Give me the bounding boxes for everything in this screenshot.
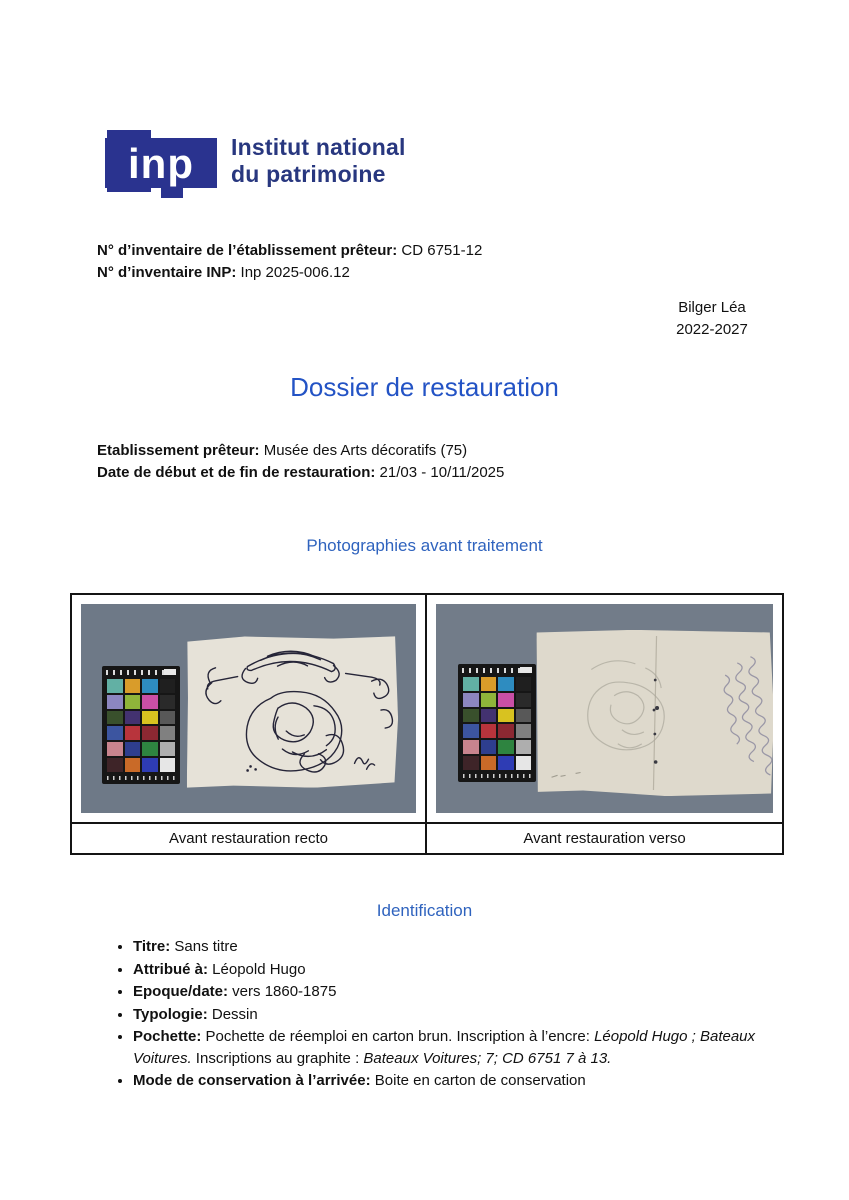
checker-swatch bbox=[498, 677, 514, 691]
loan-dates-value: 21/03 - 10/11/2025 bbox=[375, 464, 505, 481]
inventory-lender-line bbox=[97, 240, 482, 262]
inventory-numbers bbox=[97, 240, 482, 284]
item-value-italic: Bateaux Voitures; 7; CD 6751 7 à 13. bbox=[363, 1049, 612, 1067]
page-title: Dossier de restauration bbox=[290, 372, 559, 402]
item-label: Typologie: bbox=[133, 1005, 208, 1023]
photo-verso bbox=[436, 604, 773, 813]
loan-institution-label: Etablissement prêteur: bbox=[97, 442, 260, 459]
photo-cell-recto bbox=[72, 595, 427, 822]
logo-name-line1: Institut national bbox=[231, 134, 406, 160]
checker-swatch bbox=[516, 693, 532, 707]
artwork-paper-verso bbox=[535, 629, 773, 797]
checker-swatch bbox=[498, 740, 514, 754]
checker-swatch bbox=[160, 758, 176, 772]
section-heading-identification: Identification bbox=[376, 901, 473, 920]
checker-swatch bbox=[125, 726, 141, 740]
inventory-inp-line bbox=[97, 262, 482, 284]
list-item-attribue bbox=[133, 959, 765, 981]
checker-swatch bbox=[107, 711, 123, 725]
item-value: Inscriptions au graphite : bbox=[191, 1049, 364, 1067]
checker-swatch bbox=[463, 724, 479, 738]
inp-logo bbox=[105, 130, 535, 200]
restorer-years: 2022-2027 bbox=[676, 321, 748, 338]
checker-white-patch bbox=[520, 667, 532, 673]
item-label: Attribué à: bbox=[133, 960, 208, 978]
checker-swatch bbox=[107, 679, 123, 693]
logo-institution-name bbox=[231, 134, 406, 188]
checker-swatch bbox=[160, 711, 176, 725]
list-item-conservation bbox=[133, 1070, 765, 1092]
checker-swatch bbox=[142, 742, 158, 756]
checker-swatch bbox=[107, 742, 123, 756]
checker-scale-strip bbox=[107, 776, 175, 780]
checker-swatch bbox=[516, 724, 532, 738]
caption-verso: Avant restauration verso bbox=[427, 822, 782, 853]
checker-swatch bbox=[160, 679, 176, 693]
item-value-italic: Léopold Hugo ; Bateaux Voitures. bbox=[133, 1028, 756, 1067]
checker-swatch bbox=[125, 742, 141, 756]
checker-swatch bbox=[481, 693, 497, 707]
loan-dates-label: Date de début et de fin de restauration: bbox=[97, 464, 376, 481]
logo-acronym: inp bbox=[128, 140, 194, 187]
list-item-titre bbox=[133, 936, 765, 958]
checker-swatch bbox=[463, 677, 479, 691]
inventory-lender-label: N° d’inventaire de l’établissement prêteur: bbox=[97, 242, 398, 259]
item-value: vers 1860-1875 bbox=[228, 983, 337, 1000]
checker-swatch-grid bbox=[107, 679, 175, 772]
checker-swatch bbox=[142, 758, 158, 772]
inp-logo-mark-icon bbox=[105, 130, 217, 194]
checker-swatch bbox=[142, 695, 158, 709]
checker-swatch bbox=[463, 693, 479, 707]
checker-swatch bbox=[498, 756, 514, 770]
checker-swatch bbox=[125, 711, 141, 725]
loan-institution-value: Musée des Arts décoratifs (75) bbox=[259, 442, 468, 459]
checker-swatch bbox=[160, 695, 176, 709]
item-value: Pochette de réemploi en carton brun. Inscription à l’encre: bbox=[201, 1028, 595, 1045]
artwork-paper-recto bbox=[185, 635, 399, 789]
item-value: Dessin bbox=[207, 1005, 258, 1023]
item-value: Sans titre bbox=[170, 938, 238, 955]
inventory-lender-value: CD 6751-12 bbox=[397, 242, 483, 259]
item-value: Léopold Hugo bbox=[208, 960, 306, 978]
checker-swatch bbox=[125, 758, 141, 772]
checker-swatch bbox=[107, 695, 123, 709]
item-label: Epoque/date: bbox=[133, 983, 229, 1000]
loan-institution-line bbox=[97, 440, 504, 462]
caption-recto: Avant restauration recto bbox=[72, 822, 427, 853]
list-item-epoque bbox=[133, 981, 765, 1003]
checker-swatch bbox=[463, 740, 479, 754]
item-value: Boite en carton de conservation bbox=[370, 1072, 586, 1089]
identification-list bbox=[97, 936, 765, 1093]
checker-swatch-grid bbox=[463, 677, 531, 770]
color-checker-card bbox=[458, 664, 536, 782]
checker-swatch bbox=[142, 726, 158, 740]
checker-swatch bbox=[142, 711, 158, 725]
checker-swatch bbox=[516, 740, 532, 754]
checker-swatch bbox=[516, 709, 532, 723]
list-item-typologie bbox=[133, 1004, 765, 1026]
checker-swatch bbox=[107, 726, 123, 740]
item-label: Pochette: bbox=[133, 1028, 202, 1045]
checker-scale-strip bbox=[463, 774, 531, 778]
color-checker-card bbox=[102, 666, 180, 784]
restorer-name: Bilger Léa bbox=[678, 299, 746, 316]
loan-info bbox=[97, 440, 504, 484]
checker-white-patch bbox=[164, 669, 176, 675]
item-label: Titre: bbox=[133, 938, 171, 955]
checker-swatch bbox=[481, 756, 497, 770]
checker-swatch bbox=[481, 709, 497, 723]
checker-swatch bbox=[498, 724, 514, 738]
inventory-inp-value: Inp 2025-006.12 bbox=[236, 264, 350, 281]
photos-table bbox=[70, 593, 784, 855]
restorer-block bbox=[631, 297, 793, 341]
section-heading-photos: Photographies avant traitement bbox=[306, 536, 543, 555]
checker-swatch bbox=[498, 693, 514, 707]
checker-swatch bbox=[481, 677, 497, 691]
checker-swatch bbox=[516, 677, 532, 691]
checker-swatch bbox=[125, 695, 141, 709]
recto-ink-drawing bbox=[185, 635, 399, 789]
checker-swatch bbox=[463, 709, 479, 723]
checker-swatch bbox=[463, 756, 479, 770]
checker-swatch bbox=[142, 679, 158, 693]
checker-swatch bbox=[160, 742, 176, 756]
photo-recto bbox=[81, 604, 416, 813]
logo-name-line2: du patrimoine bbox=[231, 161, 386, 187]
checker-swatch bbox=[125, 679, 141, 693]
list-item-pochette bbox=[133, 1026, 765, 1069]
loan-dates-line bbox=[97, 462, 504, 484]
checker-swatch bbox=[516, 756, 532, 770]
checker-swatch bbox=[481, 724, 497, 738]
checker-swatch bbox=[481, 740, 497, 754]
inventory-inp-label: N° d’inventaire INP: bbox=[97, 264, 237, 281]
item-label: Mode de conservation à l’arrivée: bbox=[133, 1072, 371, 1089]
verso-ghost-drawing bbox=[535, 629, 773, 797]
photo-cell-verso bbox=[427, 595, 782, 822]
checker-swatch bbox=[160, 726, 176, 740]
checker-swatch bbox=[107, 758, 123, 772]
checker-swatch bbox=[498, 709, 514, 723]
